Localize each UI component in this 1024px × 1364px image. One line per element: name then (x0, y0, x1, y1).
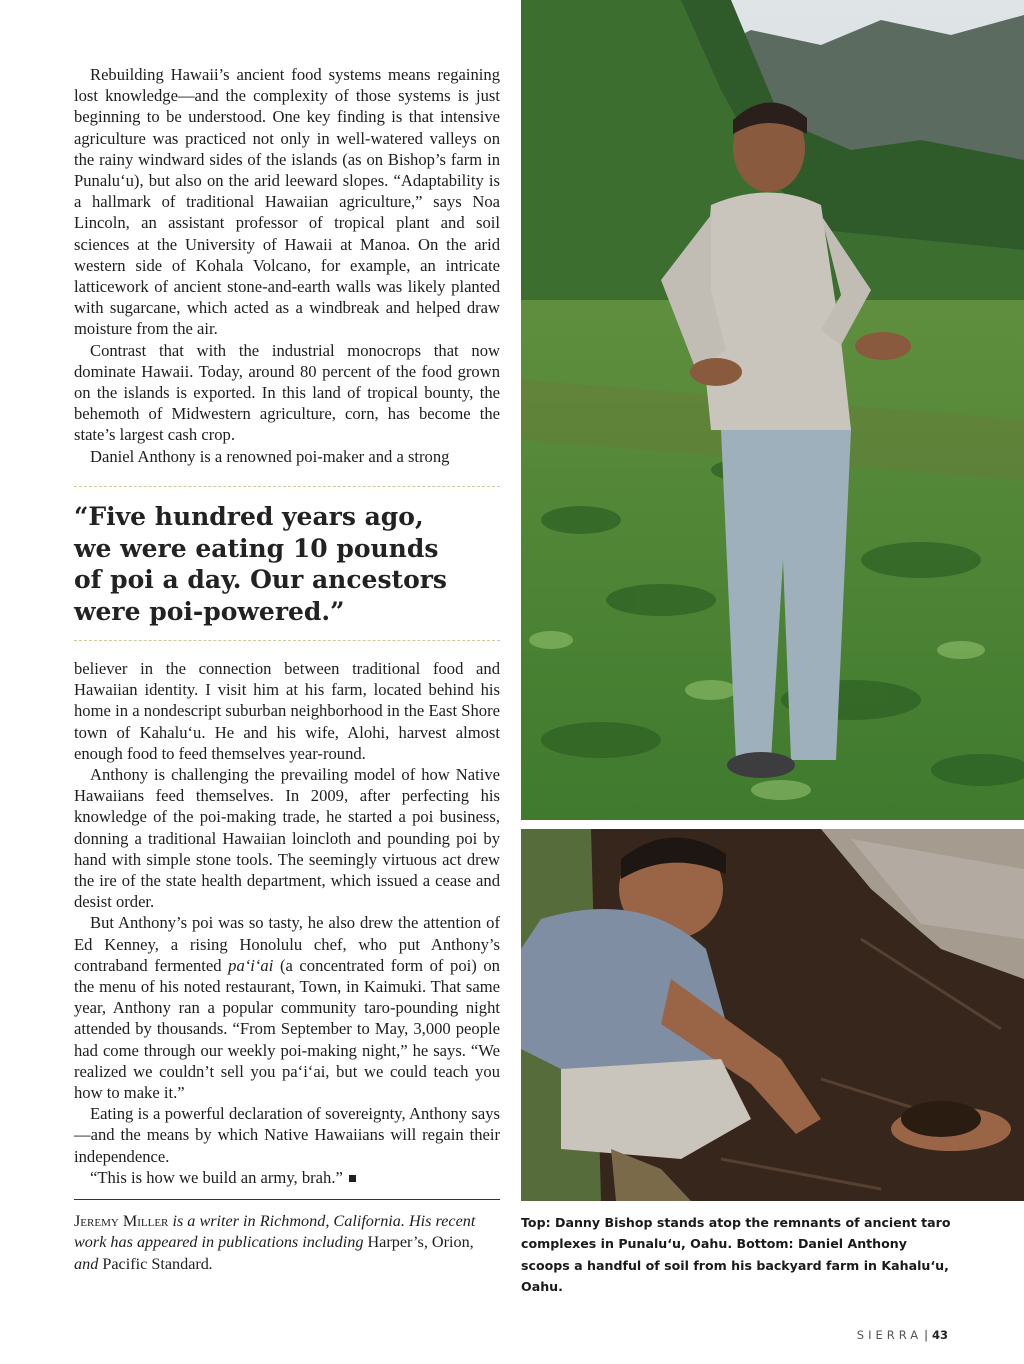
page-number: 43 (931, 1328, 948, 1342)
photo-illustration (521, 0, 1024, 820)
author-name: Jeremy Miller (74, 1212, 169, 1230)
pull-quote-line: we were eating 10 pounds (74, 533, 439, 563)
bio-text: is a writer in Richmond, California. His recent work has appeared in publications including (74, 1212, 476, 1252)
photo-caption: Top: Danny Bishop stands atop the remnants of ancient taro complexes in Punalu‘u, Oahu. Bottom: Daniel Anthony scoops a handful of soil from his backyard farm in Kahalu‘u, Oahu. (521, 1215, 951, 1294)
publication-name: Harper’s (367, 1233, 424, 1252)
end-mark-icon (349, 1175, 356, 1182)
paragraph: Eating is a powerful declaration of sovereignty, Anthony says—and the means by which Native Hawaiians will regain their independence. (74, 1104, 500, 1166)
bio-text: , and (74, 1233, 474, 1273)
paragraph: Rebuilding Hawaii’s ancient food systems means regaining lost knowledge—and the complexity of those systems is just beginning to be understood. One key finding is that intensive agriculture was practiced not only in well-watered valleys on the rainy windward sides of the islands (as on Bishop’s farm in Punalu‘u), but also on the arid leeward slopes. “Adaptability is a hallmark of traditional Hawaiian agriculture,” says Noa Lincoln, an assistant professor of tropical plant and soil sciences at the University of Hawaii at Manoa. On the arid western side of Kohala Volcano, for example, an intricate latticework of ancient stone-and-earth walls was likely planted with sugarcane, which acted as a windbreak and helped draw moisture from the air. (74, 65, 500, 339)
paragraph-kenney (74, 912, 500, 1103)
photo-illustration (521, 829, 1024, 1201)
pull-quote-line: were poi-powered.” (74, 596, 345, 626)
pull-quote-line: “Five hundred years ago, (74, 502, 424, 531)
article-text-bottom (74, 658, 500, 1188)
closing-quote: “This is how we build an army, brah.” (90, 1167, 343, 1187)
paragraph-text: (a concentrated form of poi) on the menu of his noted restaurant, Town, in Kaimuki. That same year, Anthony ran a popular community taro-pounding night attended by thousands. “From September to May, 3,000 people had come through our weekly poi-making night,” he says. “We realized we couldn’t sell you pa‘i‘ai, but we could teach you how to make it.” (74, 955, 500, 1103)
bio-text: . (208, 1254, 213, 1273)
page-folio (857, 1328, 948, 1342)
photo-danny-bishop (521, 0, 1024, 820)
bio-rule (74, 1199, 500, 1200)
pull-quote-rule-top (74, 486, 500, 487)
pull-quote (74, 501, 504, 627)
closing-paragraph (74, 1167, 500, 1188)
paragraph-text: But Anthony’s poi was so tasty, he also drew the attention of Ed Kenney, a rising Honolulu chef, who put Anthony’s contraband fermented (74, 913, 500, 975)
article-text-top (74, 64, 500, 467)
publication-name: Pacific Standard (102, 1254, 209, 1273)
publication-name: Orion (431, 1233, 470, 1252)
pull-quote-rule-bottom (74, 640, 500, 641)
bio-text: , (423, 1233, 432, 1252)
paragraph: believer in the connection between traditional food and Hawaiian identity. I visit him at his farm, located behind his home in a nondescript suburban neighborhood in the East Shore town of Kahalu‘u. He and his wife, Alohi, harvest almost enough food to feed themselves year-round. (74, 659, 500, 763)
paragraph: Anthony is challenging the prevailing model of how Native Hawaiians feed themselves. In 2009, after perfecting his knowledge of the poi-making trade, he started a poi business, donning a traditional Hawaiian loincloth and pounding poi by hand with simple stone tools. The seemingly virtuous act drew the ire of the state health department, which issued a cease and desist order. (74, 765, 500, 912)
paragraph: Contrast that with the industrial monocrops that now dominate Hawaii. Today, around 80 percent of the food grown on the islands is exported. In this land of tropical bounty, the behemoth of Midwestern agriculture, corn, has become the state’s largest cash crop. (74, 340, 500, 445)
magazine-name: SIERRA (856, 1328, 923, 1342)
photo-daniel-anthony (521, 829, 1024, 1201)
author-bio (74, 1211, 500, 1275)
paragraph: Daniel Anthony is a renowned poi-maker and a strong (90, 446, 450, 466)
italic-term: pa‘i‘ai (228, 955, 274, 975)
folio-separator: | (924, 1328, 928, 1342)
pull-quote-line: of poi a day. Our ancestors (74, 565, 448, 594)
